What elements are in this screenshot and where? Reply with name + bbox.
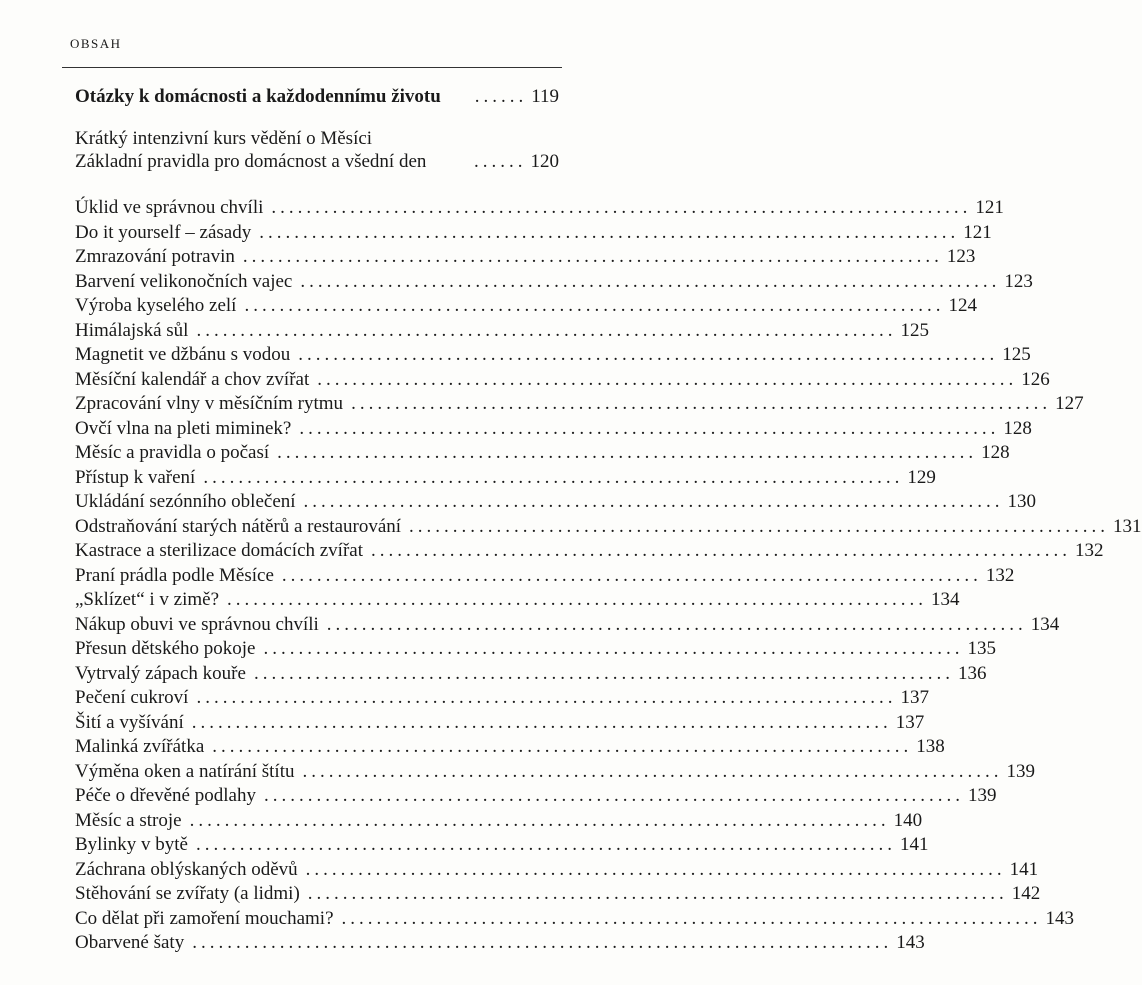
dot-leader: ................................................................................ (227, 589, 928, 610)
toc-entry[interactable] (75, 883, 1041, 905)
toc-entry[interactable] (75, 932, 925, 954)
toc-entry[interactable] (75, 417, 1032, 440)
toc-entry[interactable] (75, 442, 1010, 464)
dot-leader: ................................................................................ (259, 221, 960, 243)
toc-entry-title: Ovčí vlna na pleti miminek? (75, 417, 292, 439)
dot-leader: ................................................................................ (409, 515, 1110, 537)
toc-entry[interactable] (75, 589, 960, 611)
toc-entry-page: 124 (948, 295, 977, 316)
toc-entry-page: 125 (900, 319, 929, 341)
toc-entry-page: 134 (1030, 613, 1060, 635)
toc-entry-title: Magnetit ve džbánu s vodou (75, 344, 291, 365)
toc-entry[interactable] (75, 368, 1050, 391)
dot-leader: ................................................................................ (192, 932, 893, 953)
section-header: OBSAH (70, 36, 122, 51)
dot-leader: ................................................................................ (253, 662, 954, 684)
toc-entry[interactable] (75, 907, 1075, 930)
toc-entry-title: Zpracování vlny v měsíčním rytmu (75, 393, 344, 414)
toc-entry-title: Barvení velikonočních vajec (75, 270, 293, 292)
dot-leader: ................................................................................ (196, 687, 897, 708)
toc-entry[interactable] (75, 221, 992, 244)
toc-entry-page: 141 (1009, 858, 1039, 880)
toc-entry-title: Vytrvalý zápach kouře (75, 662, 246, 684)
toc-entry[interactable] (75, 491, 1037, 513)
toc-entry[interactable] (75, 564, 1015, 587)
dot-leader: ................................................................................ (212, 736, 913, 757)
toc-entry[interactable] (75, 687, 929, 709)
toc-entry-page: 123 (1004, 270, 1033, 292)
toc-entry-title: Co dělat při zamoření mouchami? (75, 907, 334, 929)
toc-entry[interactable] (75, 785, 997, 807)
toc-entry-title: Přesun dětského pokoje (75, 638, 256, 659)
toc-entry-title: Šití a vyšívání (75, 711, 184, 733)
dot-leader: ................................................................................ (281, 564, 982, 586)
toc-entry[interactable] (75, 295, 977, 317)
toc-entry-page: 128 (981, 442, 1010, 463)
dot-leader: ................................................................................ (263, 638, 964, 659)
toc-entry-title: Výroba kyselého zelí (75, 295, 237, 316)
toc-second-entry[interactable] (75, 151, 559, 173)
dot-leader: ................................................................................ (263, 785, 964, 806)
toc-entry-page: 138 (916, 736, 945, 757)
dot-leader: ...... (474, 151, 527, 172)
toc-entry-page: 120 (530, 151, 559, 172)
toc-entry-title: Výměna oken a natírání štítu (75, 760, 295, 782)
toc-entry-page: 121 (975, 197, 1004, 218)
toc-entry-page: 125 (1002, 344, 1031, 365)
toc-entry-title: Stěhování se zvířaty (a lidmi) (75, 883, 300, 904)
toc-entry[interactable] (75, 515, 1142, 538)
toc-entry-page: 119 (531, 86, 559, 107)
toc-entry-title: Pečení cukroví (75, 687, 189, 708)
toc-entry-title: Měsíc a pravidla o počasí (75, 442, 270, 463)
toc-entry[interactable] (75, 809, 923, 832)
toc-entry-page: 134 (931, 589, 960, 610)
toc-entry-page: 132 (1075, 540, 1104, 561)
toc-entry-title: Péče o dřevěné podlahy (75, 785, 256, 806)
dot-leader: ................................................................................ (271, 197, 972, 218)
toc-entry[interactable] (75, 662, 987, 685)
dot-leader: ...... (474, 86, 528, 107)
dot-leader: ................................................................................ (326, 613, 1027, 635)
dot-leader: ................................................................................ (191, 711, 892, 733)
toc-entry-page: 143 (896, 932, 925, 953)
toc-entry-page: 141 (899, 834, 929, 855)
toc-entry-page: 135 (967, 638, 996, 659)
dot-leader: ................................................................................ (244, 295, 945, 316)
toc-entry-title: Ukládání sezónního oblečení (75, 491, 296, 512)
dot-leader: ................................................................................ (189, 809, 890, 831)
toc-entry-title: Kastrace a sterilizace domácích zvířat (75, 540, 363, 561)
toc-entry[interactable] (75, 270, 1033, 293)
toc-entry[interactable] (75, 711, 925, 734)
toc-entry[interactable] (75, 246, 976, 268)
toc-entry-title: Obarvené šaty (75, 932, 185, 953)
toc-entry-title: Úklid ve správnou chvíli (75, 197, 264, 218)
toc-entry-title: Měsíční kalendář a chov zvířat (75, 368, 310, 390)
toc-entry-page: 130 (1007, 491, 1037, 512)
toc-entry-title: Měsíc a stroje (75, 809, 182, 831)
toc-entry-page: 136 (957, 662, 987, 684)
dot-leader: ................................................................................ (371, 540, 1071, 561)
toc-entry-page: 143 (1045, 907, 1075, 929)
toc-entry-page: 129 (907, 466, 936, 488)
toc-entry[interactable] (75, 344, 1031, 366)
dot-leader: ................................................................................ (351, 393, 1052, 414)
toc-entry[interactable] (75, 393, 1084, 415)
toc-entry[interactable] (75, 613, 1060, 636)
dot-leader: ................................................................................ (277, 442, 978, 463)
toc-entry-title: Praní prádla podle Měsíce (75, 564, 274, 586)
toc-entry-page: 137 (900, 687, 929, 708)
toc-entry-page: 139 (967, 785, 997, 806)
toc-entry[interactable] (75, 466, 936, 489)
toc-entry-title: Malinká zvířátka (75, 736, 205, 757)
dot-leader: ................................................................................ (302, 760, 1003, 782)
dot-leader: ................................................................................ (203, 466, 904, 488)
toc-entry-title: Přístup k vaření (75, 466, 196, 488)
toc-entry[interactable] (75, 197, 1004, 219)
toc-entry[interactable] (75, 638, 996, 660)
toc-entry[interactable] (75, 540, 1104, 562)
dot-leader: ................................................................................ (317, 368, 1018, 390)
toc-entry-page: 132 (985, 564, 1015, 586)
intro-line: Krátký intenzivní kurs vědění o Měsíci (75, 128, 373, 149)
toc-entry-title: „Sklízet“ i v zimě? (75, 589, 220, 610)
toc-entry-page: 140 (893, 809, 923, 831)
toc-entry-title: Záchrana oblýskaných oděvů (75, 858, 298, 880)
toc-entry-page: 121 (963, 221, 992, 243)
toc-entry[interactable] (75, 858, 1039, 881)
toc-entry-title: Odstraňování starých nátěrů a restaurování (75, 515, 402, 537)
toc-entry-title: Základní pravidla pro domácnost a všední den (75, 151, 427, 172)
toc-entry[interactable] (75, 834, 929, 856)
dot-leader: ................................................................................ (341, 907, 1042, 929)
dot-leader: ................................................................................ (299, 417, 1000, 439)
dot-leader: ................................................................................ (307, 883, 1008, 904)
dot-leader: ................................................................................ (298, 344, 999, 365)
dot-leader: ................................................................................ (300, 270, 1001, 292)
toc-entry-page: 142 (1011, 883, 1041, 904)
toc-entry-title: Bylinky v bytě (75, 834, 188, 855)
toc-entry-page: 126 (1021, 368, 1050, 390)
toc-entry[interactable] (75, 319, 929, 342)
dot-leader: ................................................................................ (196, 319, 897, 341)
header-rule (62, 67, 562, 68)
toc-entry-page: 128 (1003, 417, 1032, 439)
toc-entry-title: Himálajská sůl (75, 319, 189, 341)
toc-entry-title: Nákup obuvi ve správnou chvíli (75, 613, 319, 635)
toc-entry-page: 123 (946, 246, 976, 267)
dot-leader: ................................................................................ (305, 858, 1006, 880)
toc-entry-page: 137 (895, 711, 925, 733)
toc-entry[interactable] (75, 760, 1035, 783)
toc-entry-page: 139 (1006, 760, 1035, 782)
dot-leader: ................................................................................ (242, 246, 943, 267)
toc-entry-title: Do it yourself – zásady (75, 221, 252, 243)
toc-entry-page: 127 (1055, 393, 1084, 414)
dot-leader: ................................................................................ (303, 491, 1004, 512)
toc-entry-page: 131 (1113, 515, 1142, 537)
toc-entry-title: Otázky k domácnosti a každodennímu životu (75, 86, 441, 107)
toc-main-entry[interactable] (75, 86, 559, 108)
toc-entry[interactable] (75, 736, 945, 758)
dot-leader: ................................................................................ (195, 834, 896, 855)
toc-entry-title: Zmrazování potravin (75, 246, 235, 267)
